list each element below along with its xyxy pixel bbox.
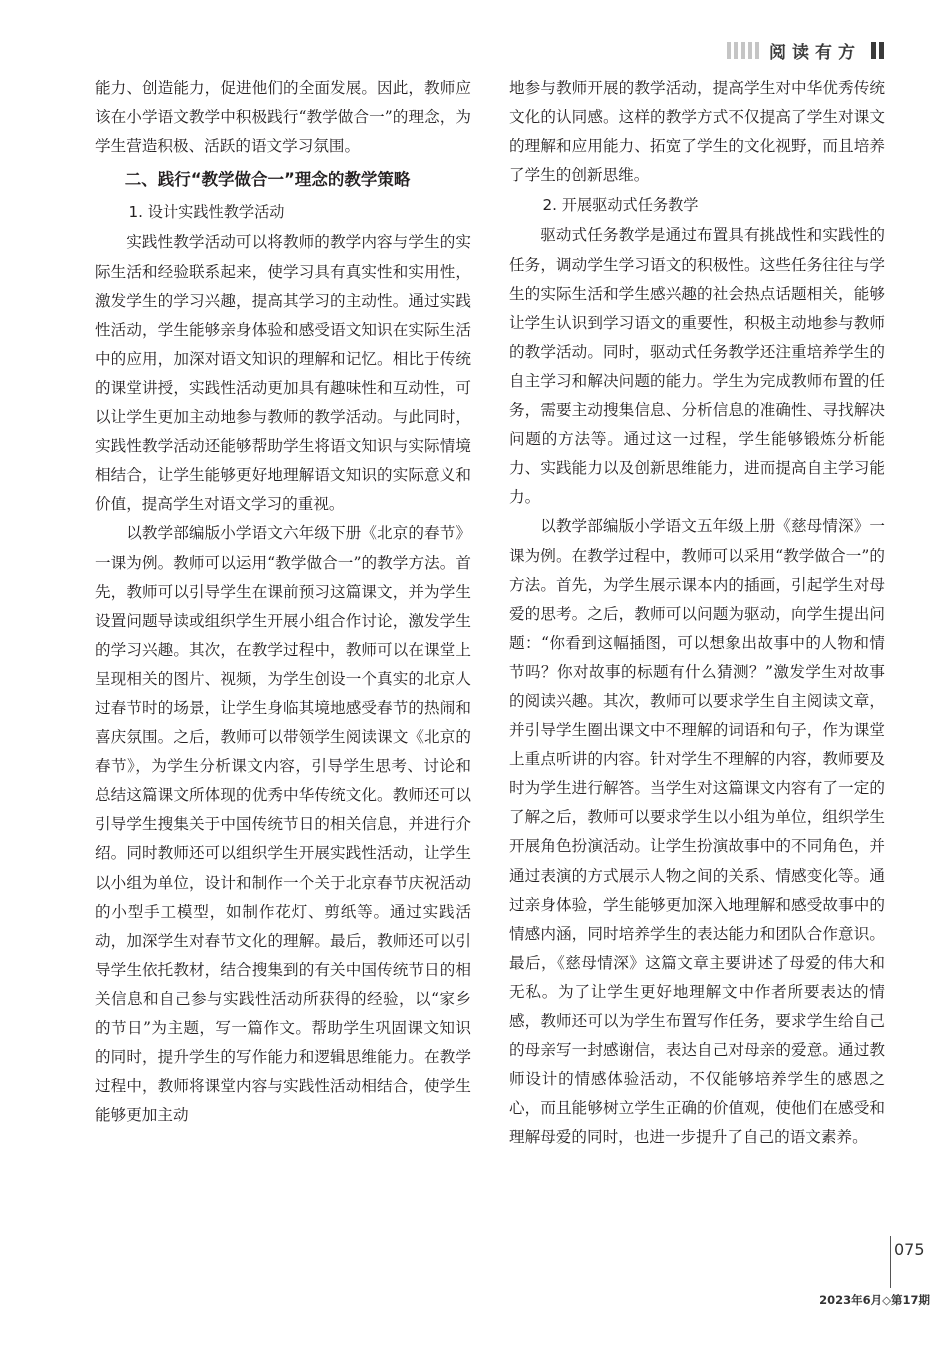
paragraph: 以教学部编版小学语文五年级上册《慈母情深》一课为例。在教学过程中，教师可以采用“教学做合一”的方法。首先，为学生展示课本内的插画，引起学生对母爱的思考。之后，教师可以问题为驱动，向学生提出问题：“你看到这幅插图，可以想象出故事中的人物和情节吗？你对故事的标题有什么猜测？”激发学生对故事的阅读兴趣。其次，教师可以要求学生自主阅读文章，并引导学生圈出课文中不理解的词语和句子，作为课堂上重点听讲的内容。针对学生不理解的内容，教师要及时为学生进行解答。当学生对这篇课文内容有了一定的了解之后，教师可以要求学生以小组为单位，组织学生开展角色扮演活动。让学生扮演故事中的不同角色，并通过表演的方式展示人物之间的关系、情感变化等。通过亲身体验，学生能够更加深入地理解和感受故事中的情感内涵，同时培养学生的表达能力和团队合作意识。最后，《慈母情深》这篇文章主要讲述了母爱的伟大和无私。为了让学生更好地理解文中作者所要表达的情感，教师还可以为学生布置写作任务，要求学生给自己的母亲写一封感谢信，表达自己对母亲的爱意。通过教师设计的情感体验活动，不仅能够培养学生的感恩之心，而且能够树立学生正确的价值观，使他们在感受和理解母爱的同时，也进一步提升了自己的语文素养。 (509, 517, 885, 1147)
right-column (509, 74, 885, 1152)
page-number: 075 (894, 1240, 925, 1259)
paragraph: 实践性教学活动可以将教师的教学内容与学生的实际生活和经验联系起来，使学习具有真实性和实用性，激发学生的学习兴趣，提高其学习的主动性。通过实践性活动，学生能够亲身体验和感受语文知识在实际生活中的应用，加深对语文知识的理解和记忆。相比于传统的课堂讲授，实践性活动更加具有趣味性和互动性，可以让学生更加主动地参与教师的教学活动。与此同时，实践性教学活动还能够帮助学生将语文知识与实际情境相结合，让学生能够更好地理解语文知识的实际意义和价值，提高学生对语文学习的重视。 (95, 233, 471, 514)
paragraph: 能力、创造能力，促进他们的全面发展。因此，教师应该在小学语文教学中积极践行“教学做合一”的理念，为学生营造积极、活跃的语文学习氛围。 (95, 79, 471, 156)
paragraph: 地参与教师开展的教学活动，提高学生对中华优秀传统文化的认同感。这样的教学方式不仅提高了学生对课文的理解和应用能力、拓宽了学生的文化视野，而且培养了学生的创新思维。 (509, 79, 885, 185)
subsection-heading: 2. 开展驱动式任务教学 (542, 196, 699, 215)
subsection-heading: 1. 设计实践性教学活动 (128, 203, 285, 222)
running-header (727, 38, 884, 62)
section-name: 阅读有方 (769, 42, 861, 63)
section-heading: 二、践行“教学做合一”理念的教学策略 (124, 170, 411, 190)
header-bars-decoration-right (871, 42, 884, 59)
issue-label: 2023年6月◇第17期 (819, 1293, 930, 1307)
left-column (95, 74, 471, 1130)
paragraph: 以教学部编版小学语文六年级下册《北京的春节》一课为例。教师可以运用“教学做合一”的教学方法。首先，教师可以引导学生在课前预习这篇课文，并为学生设置问题导读或组织学生开展小组合作讨论，激发学生的学习兴趣。其次，在教学过程中，教师可以在课堂上呈现相关的图片、视频，为学生创设一个真实的北京人过春节时的场景，让学生身临其境地感受春节的热闹和喜庆氛围。之后，教师可以带领学生阅读课文《北京的春节》，为学生分析课文内容，引导学生思考、讨论和总结这篇课文所体现的优秀中华传统文化。教师还可以引导学生搜集关于中国传统节日的相关信息，并进行介绍。同时教师还可以组织学生开展实践性活动，让学生以小组为单位，设计和制作一个关于北京春节庆祝活动的小型手工模型，如制作花灯、剪纸等。通过实践活动，加深学生对春节文化的理解。最后，教师还可以引导学生依托教材，结合搜集到的有关中国传统节日的相关信息和自己参与实践性活动所获得的经验，以“家乡的节日”为主题，写一篇作文。帮助学生巩固课文知识的同时，提升学生的写作能力和逻辑思维能力。在教学过程中，教师将课堂内容与实践性活动相结合，使学生能够更加主动 (95, 524, 471, 1125)
paragraph: 驱动式任务教学是通过布置具有挑战性和实践性的任务，调动学生学习语文的积极性。这些任务往往与学生的实际生活和学生感兴趣的社会热点话题相关，能够让学生认识到学习语文的重要性，积极主动地参与教师的教学活动。同时，驱动式任务教学还注重培养学生的自主学习和解决问题的能力。学生为完成教师布置的任务，需要主动搜集信息、分析信息的准确性、寻找解决问题的方法等。通过这一过程，学生能够锻炼分析能力、实践能力以及创新思维能力，进而提高自主学习能力。 (509, 226, 885, 507)
header-bars-decoration (727, 42, 759, 59)
footer-divider (890, 1236, 891, 1288)
